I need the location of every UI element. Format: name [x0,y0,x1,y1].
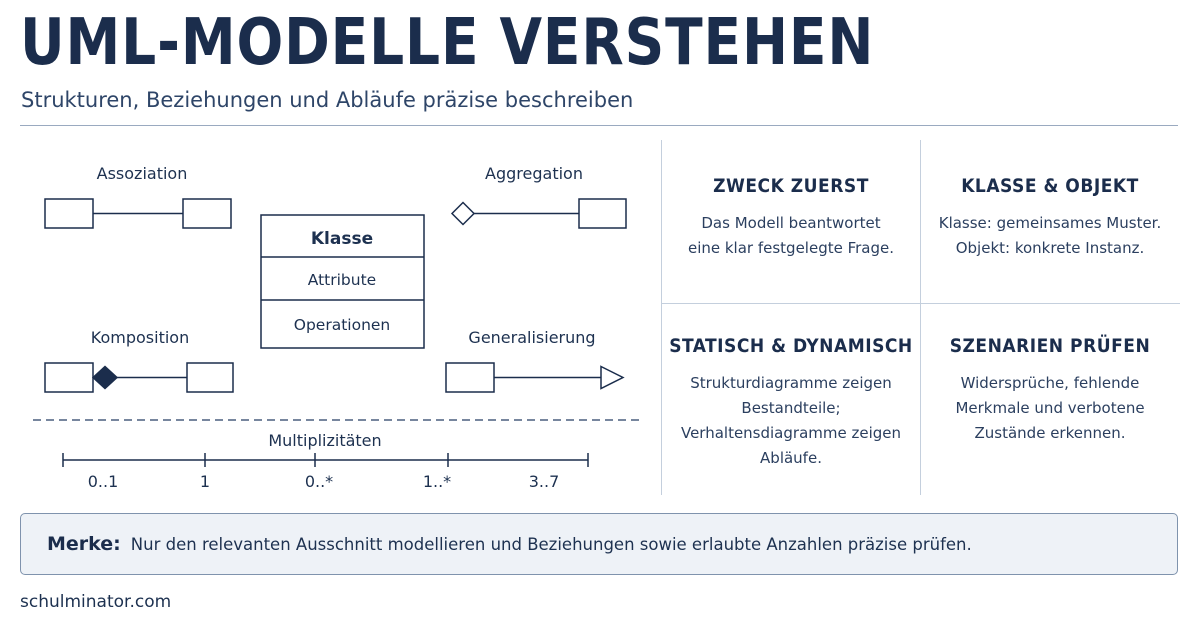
hollow-triangle-arrow-icon [601,367,623,389]
card-text [921,371,1179,446]
generalization-label: Generalisierung [468,328,596,347]
page-subtitle: Strukturen, Beziehungen und Abläufe präzise beschreiben [21,88,634,112]
card-line: Objekt: konkrete Instanz. [955,239,1145,257]
filled-diamond-icon [93,367,117,389]
page-title: UML-MODELLE VERSTEHEN [20,6,875,80]
card-line: Verhaltensdiagramme zeigen [680,424,902,442]
multiplicity-heading: Multiplizitäten [268,431,382,450]
composition-label: Komposition [90,328,190,347]
card-title: KLASSE & OBJEKT [961,175,1139,197]
card-line: Merkmale und verbotene [955,399,1145,417]
card-line: Strukturdiagramme zeigen [690,374,892,392]
composition-symbol [45,363,233,392]
aggregation-label: Aggregation [485,164,583,183]
card-title: ZWECK ZUERST [713,175,869,197]
multiplicity-value: 3..7 [528,472,560,491]
multiplicity-scale [63,453,588,467]
multiplicity-value: 1 [199,472,211,491]
card-purpose [662,175,920,261]
card-line: Klasse: gemeinsames Muster. [938,214,1162,232]
card-title: SZENARIEN PRÜFEN [949,335,1151,357]
card-class-object [921,175,1179,261]
card-check-scenarios [921,335,1179,446]
card-line: Widersprüche, fehlende [960,374,1140,392]
card-text [662,371,920,471]
association-label: Assoziation [96,164,188,183]
generalization-symbol [446,363,623,392]
multiplicity-value: 0..1 [87,472,119,491]
remember-note [20,513,1178,575]
card-text [662,211,920,261]
card-title: STATISCH & DYNAMISCH [669,335,913,357]
association-symbol [45,199,231,228]
note-label: Merke: [47,533,121,555]
card-line: Abläufe. [760,449,822,467]
class-operations: Operationen [293,316,391,334]
card-text [921,211,1179,261]
uml-diagram [0,0,660,510]
multiplicity-value: 0..* [304,472,334,491]
card-line: Bestandteile; [741,399,841,417]
aggregation-symbol [452,199,626,228]
card-line: Zustände erkennen. [974,424,1126,442]
class-name: Klasse [310,229,374,249]
multiplicity-value: 1..* [422,472,452,491]
card-static-dynamic [662,335,920,471]
hollow-diamond-icon [452,203,474,225]
class-attributes: Attribute [307,271,377,289]
footer-site: schulminator.com [20,592,172,612]
card-line: Das Modell beantwortet [701,214,881,232]
note-text: Nur den relevanten Ausschnitt modellieren und Beziehungen sowie erlaubte Anzahlen präzise prüfen. [130,534,972,554]
grid-divider-horizontal [661,303,1180,304]
card-line: eine klar festgelegte Frage. [687,239,895,257]
